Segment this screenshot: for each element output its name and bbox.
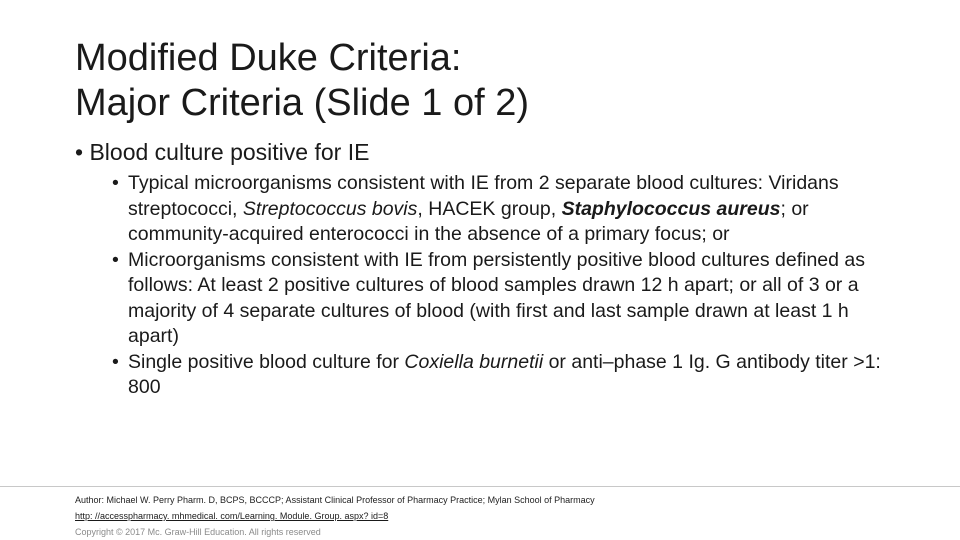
- bullet-marker: •: [75, 139, 84, 165]
- bullet-marker: •: [112, 248, 119, 271]
- bullet-blood-culture: [75, 137, 915, 167]
- sub-bullet-text: Typical microorganisms consistent with IE from 2 separate blood cultures: Viridans streptococci,: [128, 172, 839, 220]
- footer-source-link[interactable]: http: //accesspharmacy. mhmedical. com/Learning. Module. Group. aspx? id=8: [75, 511, 389, 521]
- sub-bullet-persistent-cultures: [112, 248, 882, 350]
- sub-bullet-coxiella: [112, 350, 882, 401]
- bullet-text: Blood culture positive for IE: [89, 139, 370, 165]
- footer-divider: [0, 486, 960, 487]
- sub-bullet-text: , HACEK group,: [417, 197, 562, 220]
- sub-bullet-text: Single positive blood culture for: [128, 350, 405, 373]
- organism-name-italic: Streptococcus bovis: [242, 197, 418, 220]
- sub-bullet-typical-microorganisms: [112, 171, 882, 248]
- organism-name-italic: Coxiella burnetii: [404, 350, 544, 373]
- organism-name-bold-italic: Staphylococcus aureus: [561, 197, 781, 220]
- bullet-marker: •: [112, 172, 119, 194]
- footer: [75, 492, 935, 540]
- sub-bullet-text: Microorganisms consistent with IE from persistently positive blood cultures defined as follows: At least 2 positive cultures of blood samples drawn 12 h apart; or all of 3 or a majority of 4 separate cultures of blood (with first and last sample drawn at least 1 h apart): [128, 248, 865, 347]
- slide-title-line1: Modified Duke Criteria:: [75, 37, 462, 79]
- sub-bullet-list: [112, 171, 882, 401]
- footer-copyright: Copyright © 2017 Mc. Graw-Hill Education. All rights reserved: [75, 527, 321, 537]
- slide-title-line2: Major Criteria (Slide 1 of 2): [75, 82, 530, 124]
- sub-bullet-text: or anti–phase 1 Ig. G antibody titer >1: 800: [128, 350, 881, 398]
- bullet-marker: •: [112, 350, 119, 373]
- sub-bullet-text: ; or community-acquired enterococci in the absence of a primary focus; or: [128, 197, 809, 245]
- slide-title: [75, 36, 915, 126]
- footer-author: Author: Michael W. Perry Pharm. D, BCPS, BCCCP; Assistant Clinical Professor of Pharmacy Practice; Mylan School of Pharmacy: [75, 495, 595, 505]
